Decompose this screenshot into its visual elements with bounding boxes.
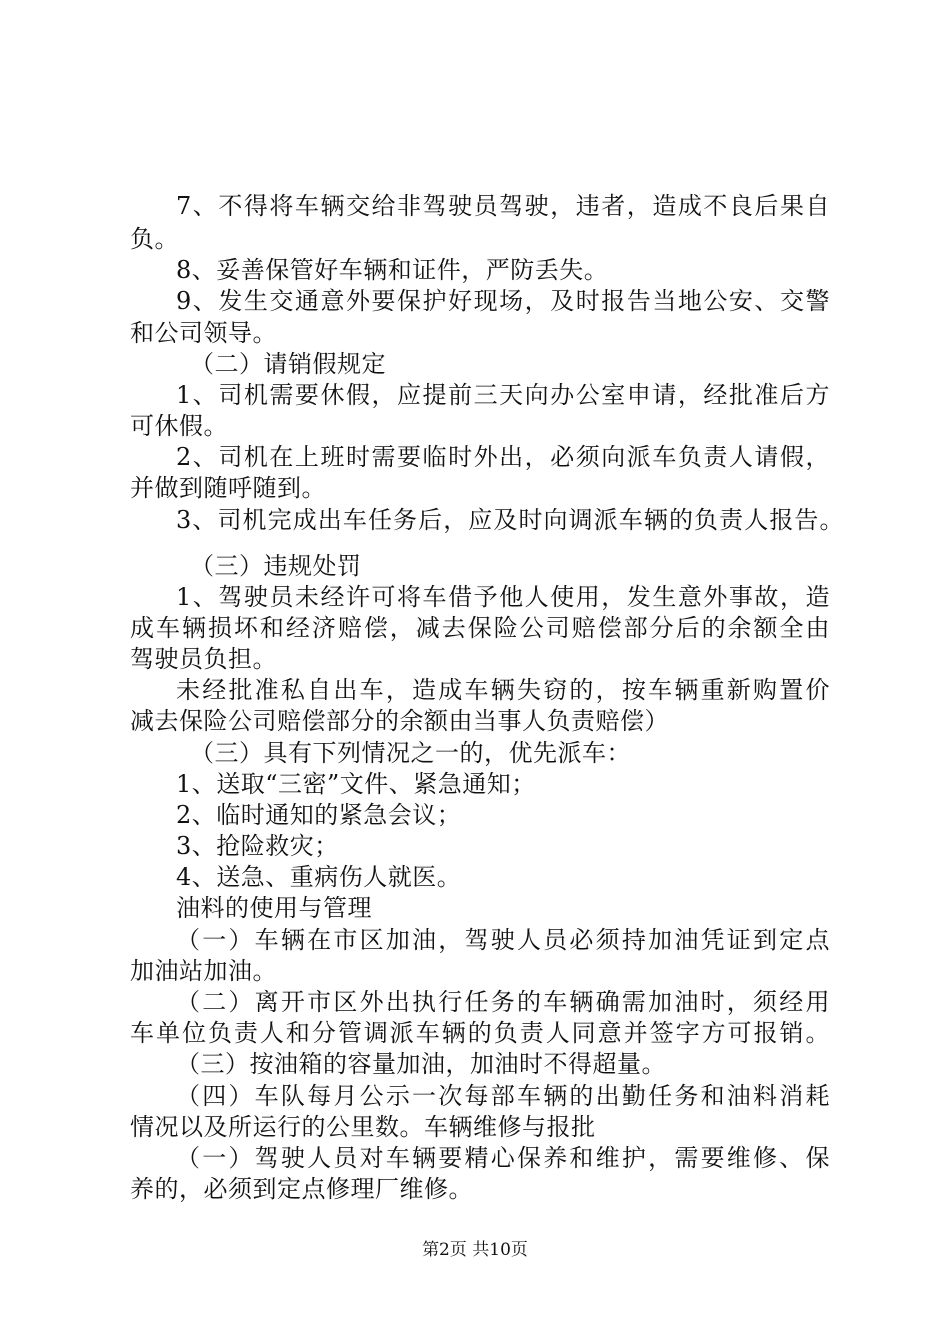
text-line: （四）车队每月公示一次每部车辆的出勤任务和油料消耗 [176, 1081, 830, 1110]
text-line: 减去保险公司赔偿部分的余额由当事人负责赔偿） [130, 707, 669, 736]
text-line: 情况以及所运行的公里数。车辆维修与报批 [130, 1112, 596, 1141]
text-line: 未经批准私自出车，造成车辆失窃的，按车辆重新购置价 [176, 676, 830, 705]
page-footer: 第2页 共10页 [422, 1240, 528, 1260]
text-line: 1、司机需要休假，应提前三天向办公室申请，经批准后方 [176, 380, 830, 409]
text-line: 1、送取“三密”文件、紧急通知； [176, 769, 536, 798]
text-line: 4、送急、重病伤人就医。 [176, 863, 462, 892]
text-line: 负。 [130, 225, 179, 253]
text-line: 加油站加油。 [130, 956, 277, 985]
text-line: 9、发生交通意外要保护好现场，及时报告当地公安、交警 [176, 287, 830, 316]
text-line: 3、抢险救灾； [176, 832, 339, 861]
text-line: （三）违规处罚 [190, 551, 362, 580]
text-line: 和公司领导。 [130, 318, 277, 347]
text-line: 养的，必须到定点修理厂维修。 [130, 1175, 473, 1203]
text-line: 3、司机完成出车任务后，应及时向调派车辆的负责人报告。 [176, 505, 844, 534]
text-line: 1、驾驶员未经许可将车借予他人使用，发生意外事故，造 [176, 582, 830, 611]
text-line: （一）车辆在市区加油，驾驶人员必须持加油凭证到定点 [176, 925, 830, 954]
text-line: 2、司机在上班时需要临时外出，必须向派车负责人请假， [176, 443, 830, 472]
text-line: 并做到随呼随到。 [130, 474, 326, 503]
text-line: （二）请销假规定 [190, 349, 386, 378]
text-line: 7、不得将车辆交给非驾驶员驾驶，违者，造成不良后果自 [176, 192, 830, 220]
text-line: 车单位负责人和分管调派车辆的负责人同意并签字方可报销。 [130, 1019, 830, 1048]
text-line: （三）按油箱的容量加油，加油时不得超量。 [176, 1050, 666, 1079]
text-line: 8、妥善保管好车辆和证件，严防丢失。 [176, 256, 609, 285]
text-line: （三）具有下列情况之一的，优先派车： [190, 738, 631, 767]
text-line: 2、临时通知的紧急会议； [176, 800, 462, 829]
text-line: （二）离开市区外出执行任务的车辆确需加油时，须经用 [176, 987, 830, 1016]
text-line: 油料的使用与管理 [176, 894, 372, 923]
text-line: 成车辆损坏和经济赔偿，减去保险公司赔偿部分后的余额全由 [130, 613, 830, 642]
text-line: 驾驶员负担。 [130, 645, 277, 673]
text-line: （一）驾驶人员对车辆要精心保养和维护，需要维修、保 [176, 1143, 830, 1172]
text-line: 可休假。 [130, 412, 228, 441]
